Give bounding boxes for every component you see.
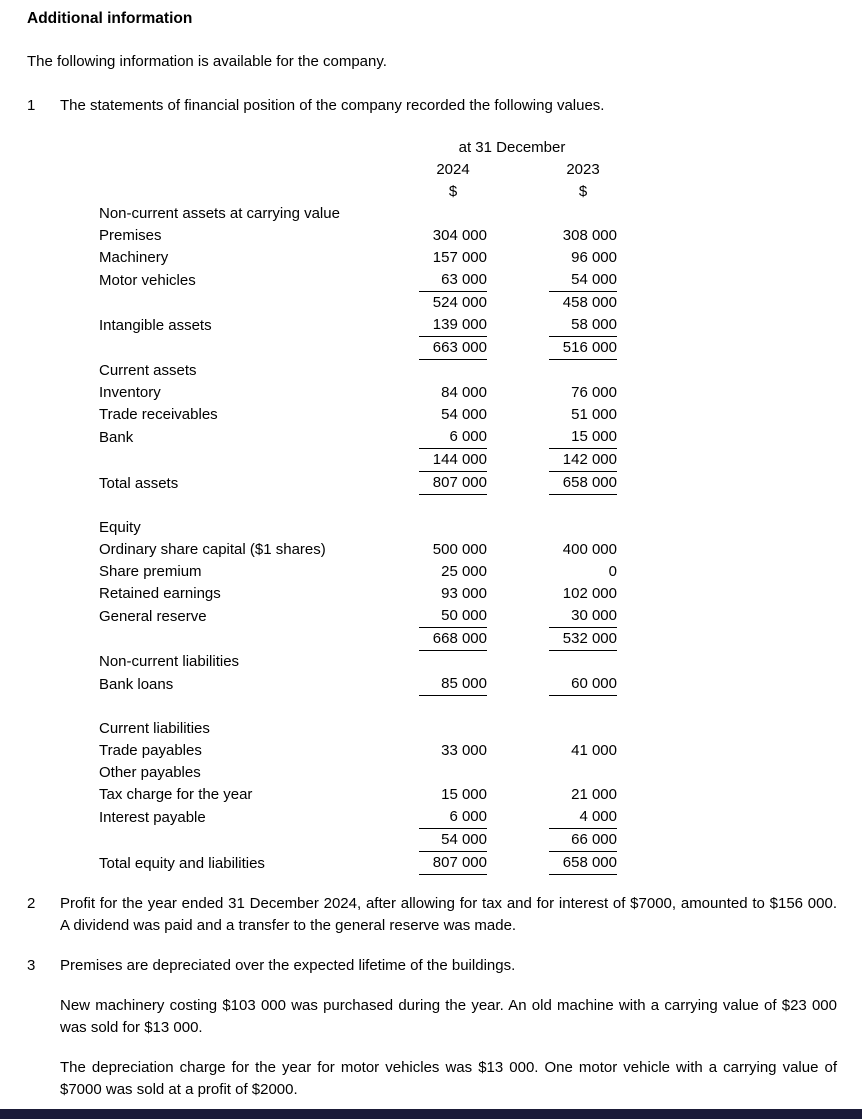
table-row [99, 404, 617, 426]
value-2024: 157 000 [432, 249, 487, 266]
row-label [99, 292, 407, 314]
numbered-item-1 [27, 95, 837, 117]
value-2023: 658 000 [549, 852, 617, 875]
table-row [99, 539, 617, 561]
table-row [99, 583, 617, 605]
row-label: Machinery [99, 249, 169, 266]
value-2023: 54 000 [549, 269, 617, 292]
value-2024: 25 000 [441, 563, 487, 580]
table-row [99, 292, 617, 314]
value-2023: 15 000 [549, 426, 617, 449]
value-2023: 21 000 [571, 786, 617, 803]
table-row [99, 382, 617, 404]
table-row [99, 806, 617, 829]
value-2023: 66 000 [549, 829, 617, 852]
value-2024: 85 000 [419, 673, 487, 696]
table-row [99, 472, 617, 495]
value-2023: 76 000 [571, 384, 617, 401]
section-label-row [99, 203, 617, 225]
item-3-number: 3 [27, 957, 36, 974]
currency-symbol-2024: $ [448, 183, 458, 200]
page-bottom-bar [0, 1109, 862, 1119]
row-label: Inventory [99, 384, 161, 401]
table-row [99, 269, 617, 292]
span-header-row [99, 137, 617, 159]
value-2023: 96 000 [571, 249, 617, 266]
row-label: Intangible assets [99, 317, 212, 334]
row-label: Non-current assets at carrying value [99, 205, 340, 222]
value-2024: 500 000 [432, 541, 487, 558]
row-label: Current liabilities [99, 720, 210, 737]
row-label: Total equity and liabilities [99, 855, 265, 872]
value-2024: 304 000 [432, 227, 487, 244]
item-3-paragraph-3: The depreciation charge for the year for motor vehicles was $13 000. One motor vehicle with a carrying value of $7000 was sold at a profit of $2000. [60, 1059, 837, 1098]
table-row [99, 605, 617, 628]
row-label: Trade payables [99, 742, 202, 759]
item-2-body [60, 893, 837, 955]
value-2023: 516 000 [549, 337, 617, 360]
item-1-body [60, 95, 837, 117]
spacer-row [99, 495, 617, 517]
table-row [99, 829, 617, 852]
year-header-row [99, 159, 617, 181]
row-label: Bank [99, 429, 134, 446]
table-row [99, 628, 617, 651]
value-2024: 807 000 [419, 472, 487, 495]
value-2023: 58 000 [549, 314, 617, 337]
section-label-row [99, 517, 617, 539]
item-3-paragraph-2: New machinery costing $103 000 was purchased during the year. An old machine with a carrying value of $23 000 was sold for $13 000. [60, 997, 837, 1036]
currency-header-row [99, 181, 617, 203]
value-2023: 400 000 [562, 541, 617, 558]
table-row [99, 852, 617, 875]
row-label: Retained earnings [99, 585, 221, 602]
span-header-at-31-december: at 31 December [458, 139, 566, 156]
value-2024: 524 000 [432, 294, 487, 311]
value-2023: 41 000 [571, 742, 617, 759]
value-2023: 51 000 [571, 406, 617, 423]
currency-symbol-2023: $ [578, 183, 588, 200]
item-2-text: Profit for the year ended 31 December 2024, after allowing for tax and for interest of $7000, amounted to $156 000. A dividend was paid and a transfer to the general reserve was made. [60, 895, 837, 934]
item-1-number: 1 [27, 97, 36, 114]
row-label: Equity [99, 519, 141, 536]
table-row [99, 449, 617, 472]
row-label: Ordinary share capital ($1 shares) [99, 541, 326, 558]
row-label: Current assets [99, 362, 197, 379]
value-2023: 532 000 [549, 628, 617, 651]
value-2023: 308 000 [562, 227, 617, 244]
item-2-number: 2 [27, 895, 36, 912]
value-2023: 458 000 [562, 294, 617, 311]
section-label-row [99, 360, 617, 382]
row-label [99, 829, 407, 852]
value-2024: 54 000 [441, 406, 487, 423]
value-2023: 102 000 [562, 585, 617, 602]
value-2024: 50 000 [419, 605, 487, 628]
value-2024: 84 000 [441, 384, 487, 401]
value-2024: 807 000 [419, 852, 487, 875]
numbered-item-2 [27, 893, 837, 955]
row-label: Premises [99, 227, 162, 244]
spacer-row [99, 696, 617, 718]
item-3-body [60, 955, 837, 1119]
row-label: Motor vehicles [99, 272, 196, 289]
value-2023: 30 000 [549, 605, 617, 628]
value-2024: 93 000 [441, 585, 487, 602]
document-heading: Additional information [27, 10, 193, 27]
value-2024: 668 000 [419, 628, 487, 651]
section-label-row [99, 762, 617, 784]
item-3-paragraph-1: Premises are depreciated over the expected lifetime of the buildings. [60, 957, 516, 974]
value-2024: 139 000 [419, 314, 487, 337]
numbered-item-3 [27, 955, 837, 1119]
table-row [99, 784, 617, 806]
value-2023: 4 000 [549, 806, 617, 829]
value-2023: 142 000 [549, 449, 617, 472]
value-2023: 60 000 [549, 673, 617, 696]
value-2024: 663 000 [419, 337, 487, 360]
financial-position-table [99, 137, 617, 875]
table-row [99, 225, 617, 247]
row-label: Share premium [99, 563, 202, 580]
table-row [99, 673, 617, 696]
value-2024: 33 000 [441, 742, 487, 759]
row-label: Interest payable [99, 809, 206, 826]
value-2024: 144 000 [419, 449, 487, 472]
table-row [99, 247, 617, 269]
row-label: Bank loans [99, 676, 174, 693]
row-label: General reserve [99, 608, 207, 625]
row-label: Tax charge for the year [99, 786, 253, 803]
value-2024: 63 000 [419, 269, 487, 292]
section-label-row [99, 651, 617, 673]
row-label: Total assets [99, 475, 179, 492]
year-header-2024: 2024 [436, 161, 470, 178]
item-1-text: The statements of financial position of the company recorded the following values. [60, 97, 605, 114]
table-row [99, 337, 617, 360]
row-label [99, 337, 407, 360]
table-row [99, 561, 617, 583]
year-header-2023: 2023 [566, 161, 600, 178]
value-2023: 658 000 [549, 472, 617, 495]
section-label-row [99, 718, 617, 740]
row-label: Non-current liabilities [99, 653, 240, 670]
table-body [99, 203, 617, 875]
table-header [99, 137, 617, 203]
row-label [99, 628, 407, 651]
intro-paragraph: The following information is available for the company. [27, 53, 387, 70]
row-label [99, 449, 407, 472]
row-label: Trade receivables [99, 406, 218, 423]
value-2024: 6 000 [419, 426, 487, 449]
table-row [99, 314, 617, 337]
value-2024: 15 000 [441, 786, 487, 803]
value-2024: 6 000 [419, 806, 487, 829]
row-label: Other payables [99, 764, 201, 781]
table-row [99, 740, 617, 762]
value-2024: 54 000 [419, 829, 487, 852]
value-2023: 0 [608, 563, 617, 580]
table-row [99, 426, 617, 449]
